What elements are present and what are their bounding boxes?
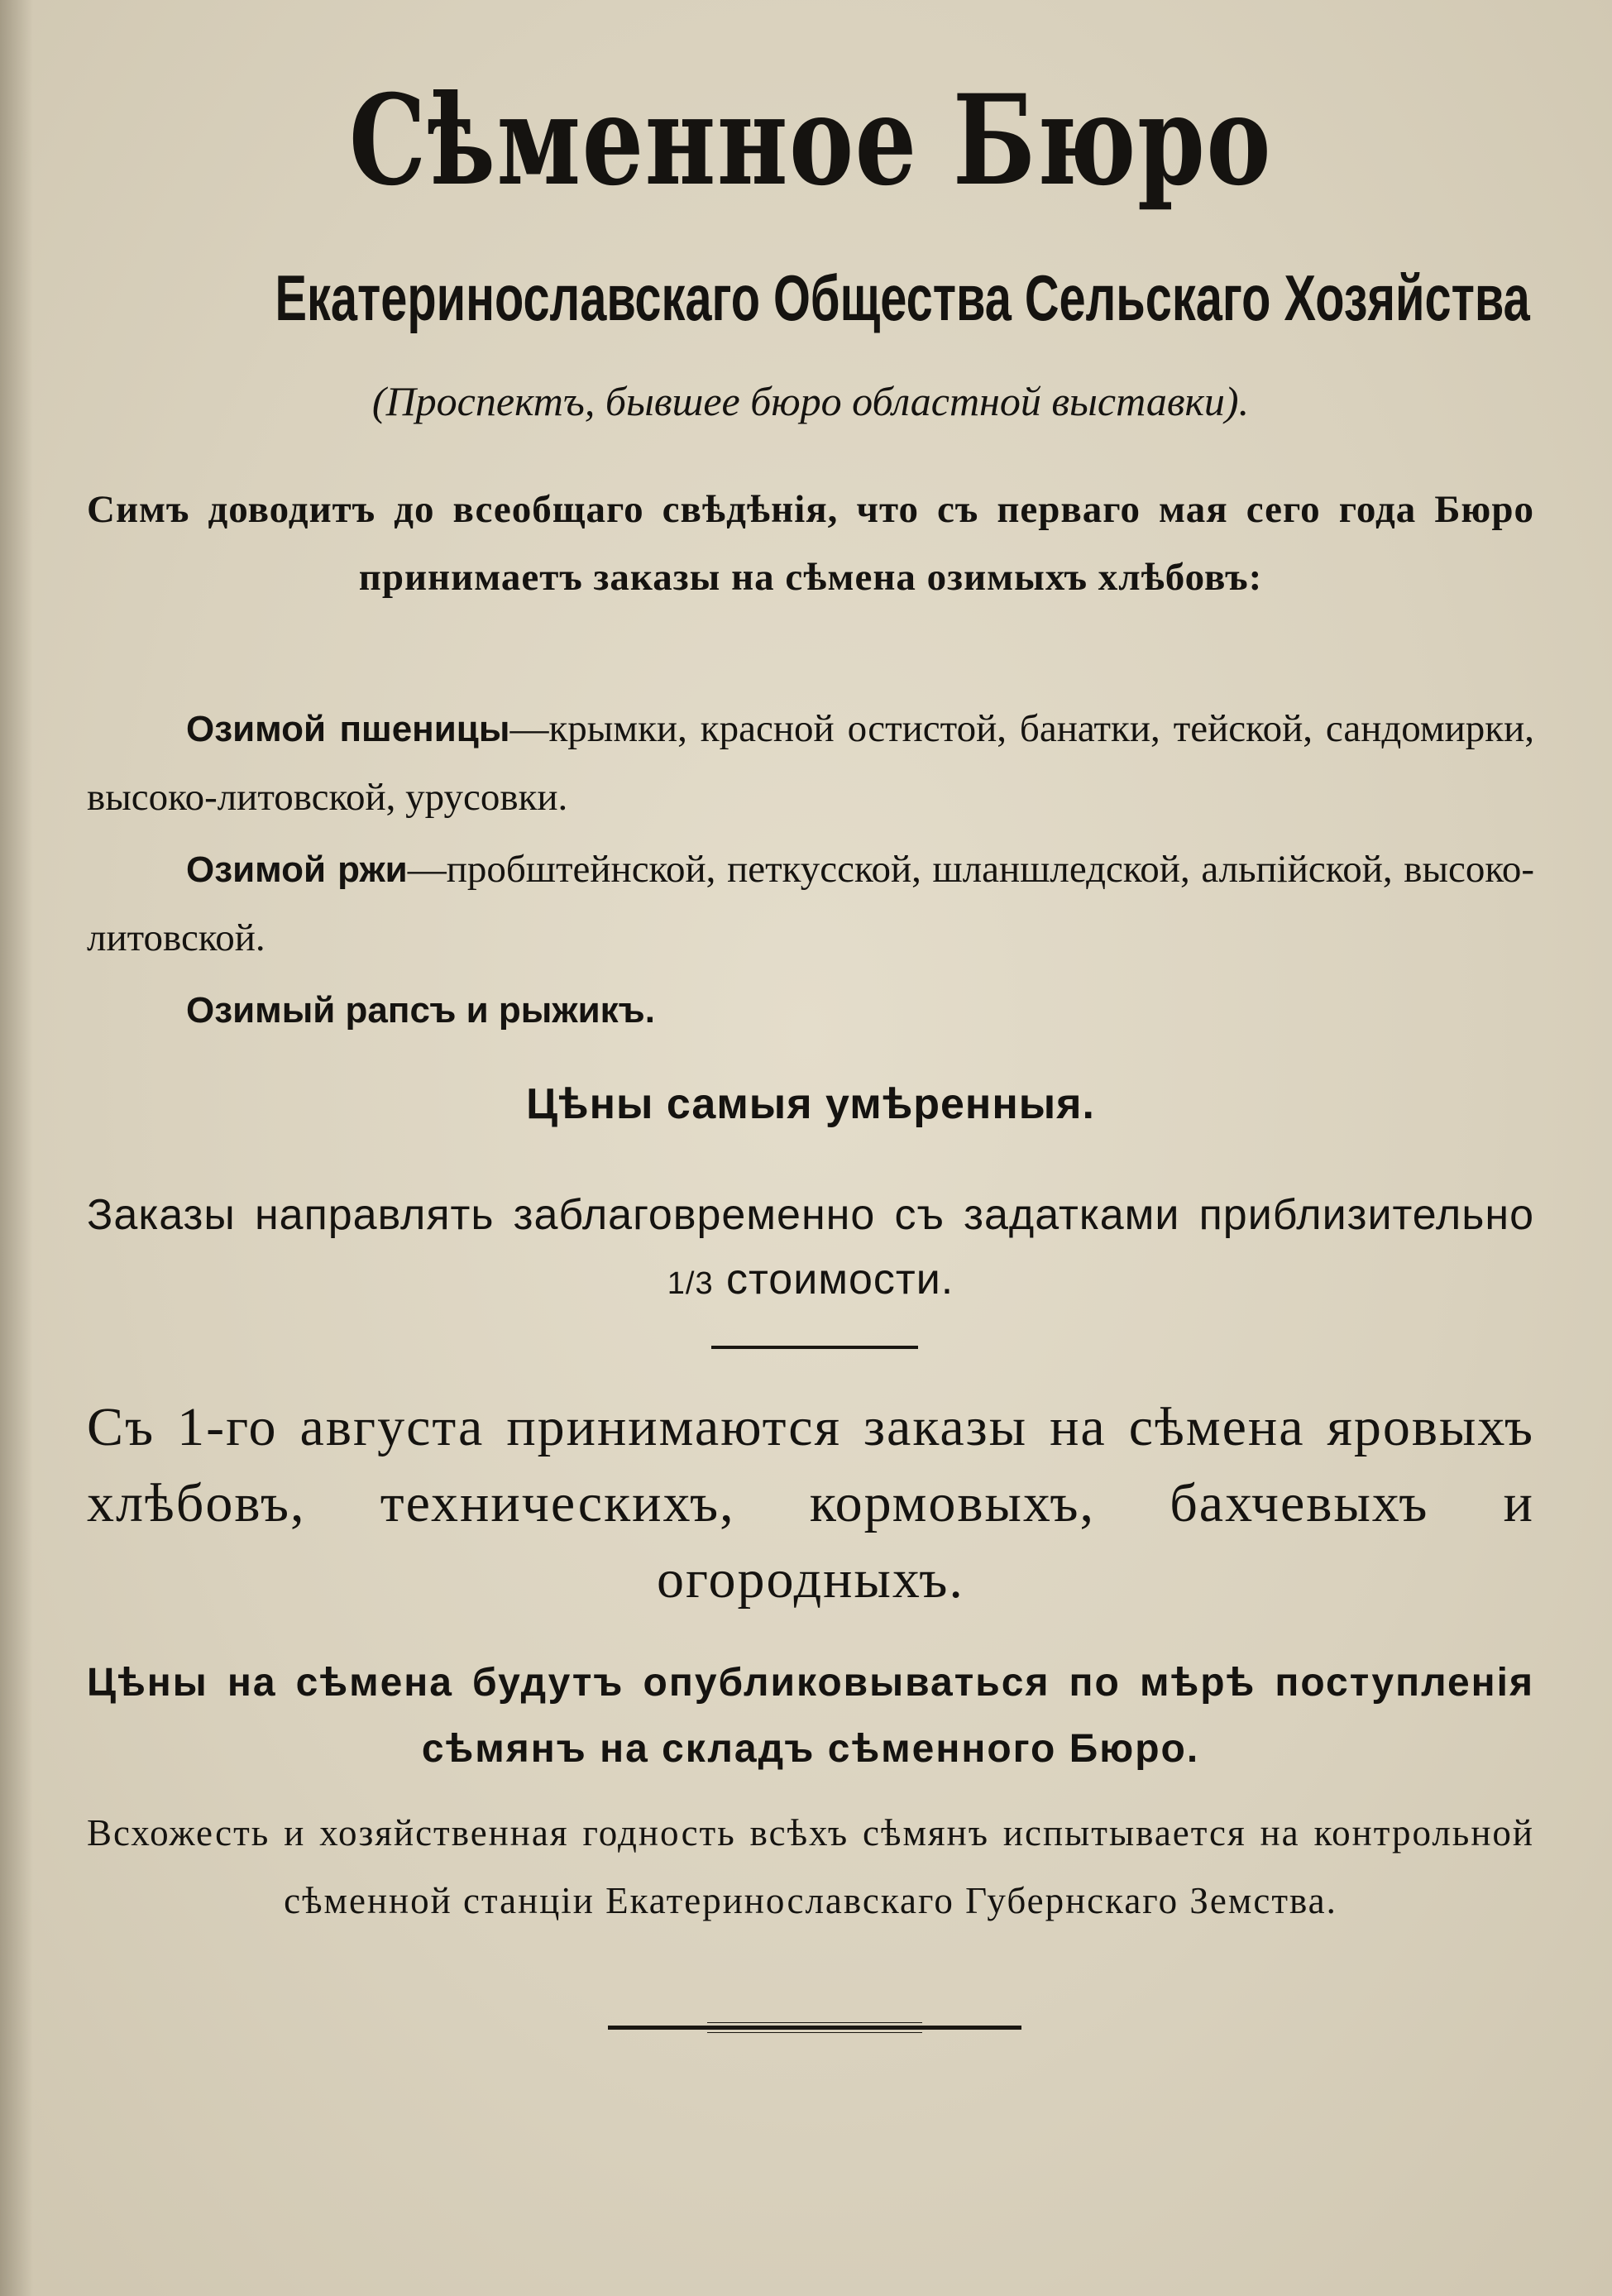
page-edge-shadow [0, 0, 33, 2296]
item-heading: Озимой пшеницы [186, 709, 510, 749]
rule-line [608, 2026, 1021, 2030]
publish-paragraph: Цѣны на сѣмена будутъ опубликовываться по мѣрѣ поступленія сѣмянъ на складъ сѣменного Бюро. [87, 1661, 1534, 1771]
germination-paragraph: Всхожесть и хозяйственная годность всѣхъ сѣмянъ испытывается на контрольной сѣменной станціи Екатеринославскаго Губернскаго Земства. [87, 1812, 1534, 1921]
item-heading: Озимой ржи [186, 849, 408, 890]
footer-ornament-rule [608, 2022, 1021, 2034]
orders-text: Заказы направлять заблаговременно съ задатками приблизительно [87, 1191, 1534, 1239]
rule-line [707, 2032, 922, 2033]
address-line: (Проспектъ, бывшее бюро областной выставки). [371, 378, 1250, 424]
page-title: Сѣменное Бюро [348, 68, 1273, 213]
orders-paragraph [87, 1183, 1534, 1316]
prices-heading: Цѣны самыя умѣренныя. [526, 1080, 1095, 1128]
item-text: —пробштейнской, петкусской, шланшледской, альпійской, высоко-литовской. [87, 848, 1534, 959]
august-announcement: Съ 1-го августа принимаются заказы на сѣмена яровыхъ хлѣбовъ, техническихъ, кормовыхъ, бахчевыхъ и огородныхъ. [87, 1397, 1534, 1610]
orders-tail: стоимости. [726, 1256, 954, 1303]
list-item-winter-rye [87, 835, 1534, 972]
list-item-winter-rapeseed [87, 976, 1534, 1045]
item-heading: Озимый рапсъ и рыжикъ. [186, 990, 655, 1031]
orders-fraction: 1/3 [667, 1266, 714, 1301]
page-subtitle: Екатеринославскаго Общества Сельскаго Хозяйства [275, 261, 1530, 334]
list-item-winter-wheat [87, 695, 1534, 831]
section-divider [711, 1346, 918, 1349]
intro-paragraph: Симъ доводитъ до всеобщаго свѣдѣнія, что съ перваго мая сего года Бюро принимаетъ заказы на сѣмена озимыхъ хлѣбовъ: [87, 488, 1534, 599]
item-text: —крымки, красной остистой, банатки, тейской, сандомирки, высоко-литовской, урусовки. [87, 707, 1535, 819]
rule-line [707, 2022, 922, 2023]
